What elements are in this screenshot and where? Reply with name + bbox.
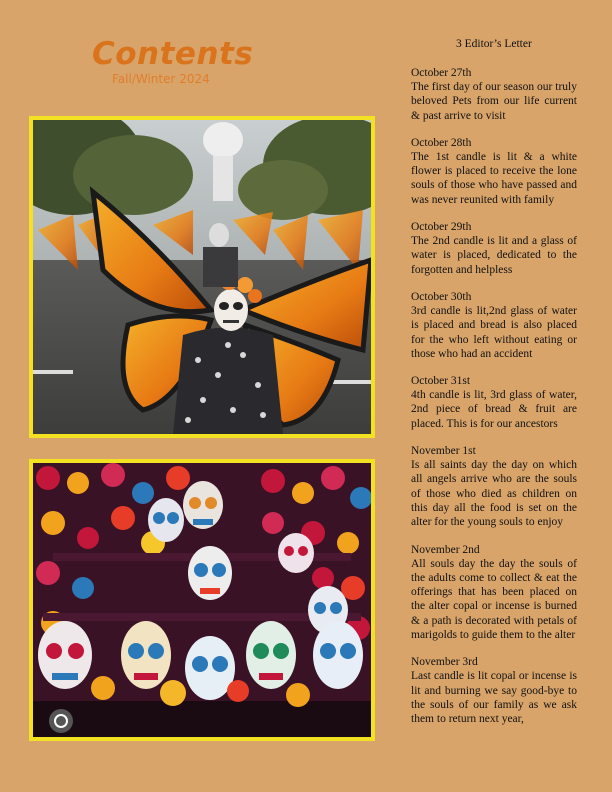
entry-text: Is all saints day the day on which all angels arrive who are the souls of those who died as children on this day all the food is set on the alter for the young souls to enjoy (411, 459, 577, 529)
issue-subtitle: Fall/Winter 2024 (112, 72, 210, 86)
entry-oct-31 (411, 374, 577, 431)
entry-date: November 2nd (411, 543, 480, 556)
sugar-skull-altar-photo (29, 459, 375, 741)
entry-oct-28 (411, 136, 577, 207)
entry-date: October 30th (411, 290, 472, 303)
entry-date: November 3rd (411, 656, 478, 669)
entry-text: The 2nd candle is lit and a glass of water is placed, dedicated to the forgotten and helpless (411, 235, 577, 276)
entry-date: October 28th (411, 136, 472, 149)
editor-letter-link[interactable]: 3 Editor’s Letter (456, 38, 532, 50)
entry-nov-2 (411, 543, 577, 643)
calendar-entries (411, 66, 577, 740)
entry-date: October 29th (411, 221, 472, 234)
entry-date: November 1st (411, 445, 476, 458)
entry-oct-29 (411, 220, 577, 277)
entry-nov-1 (411, 444, 577, 529)
entry-text: 3rd candle is lit,2nd glass of water is placed and bread is also placed for the who left without eating or those who had an accident (411, 304, 577, 360)
entry-nov-3 (411, 655, 577, 726)
entry-text: The first day of our season our truly beloved Pets from our life current & past arrive to visit (411, 81, 577, 122)
entry-text: All souls day the day the souls of the adults come to collect & eat the offerings that has been placed on the alter copal or incense is burned & a path is decorated with petals of marigolds to guide them to the alter (411, 557, 577, 642)
entry-text: The 1st candle is lit & a white flower is placed to receive the lone souls of those who have passed and was never reunited with family (411, 150, 577, 206)
butterfly-costume-parade-photo (29, 116, 375, 438)
entry-text: 4th candle is lit, 3rd glass of water, 2nd piece of bread & fruit are placed. This is for our ancestors (411, 389, 577, 430)
entry-date: October 31st (411, 375, 471, 388)
entry-date: October 27th (411, 67, 472, 79)
entry-text: Last candle is lit copal or incense is lit and burning we say good-bye to the souls of our family as we ask them to return next year, (411, 670, 577, 726)
contents-title: Contents (92, 36, 254, 72)
camera-lens-icon (49, 709, 73, 733)
entry-oct-27 (411, 66, 577, 123)
entry-oct-30 (411, 290, 577, 361)
